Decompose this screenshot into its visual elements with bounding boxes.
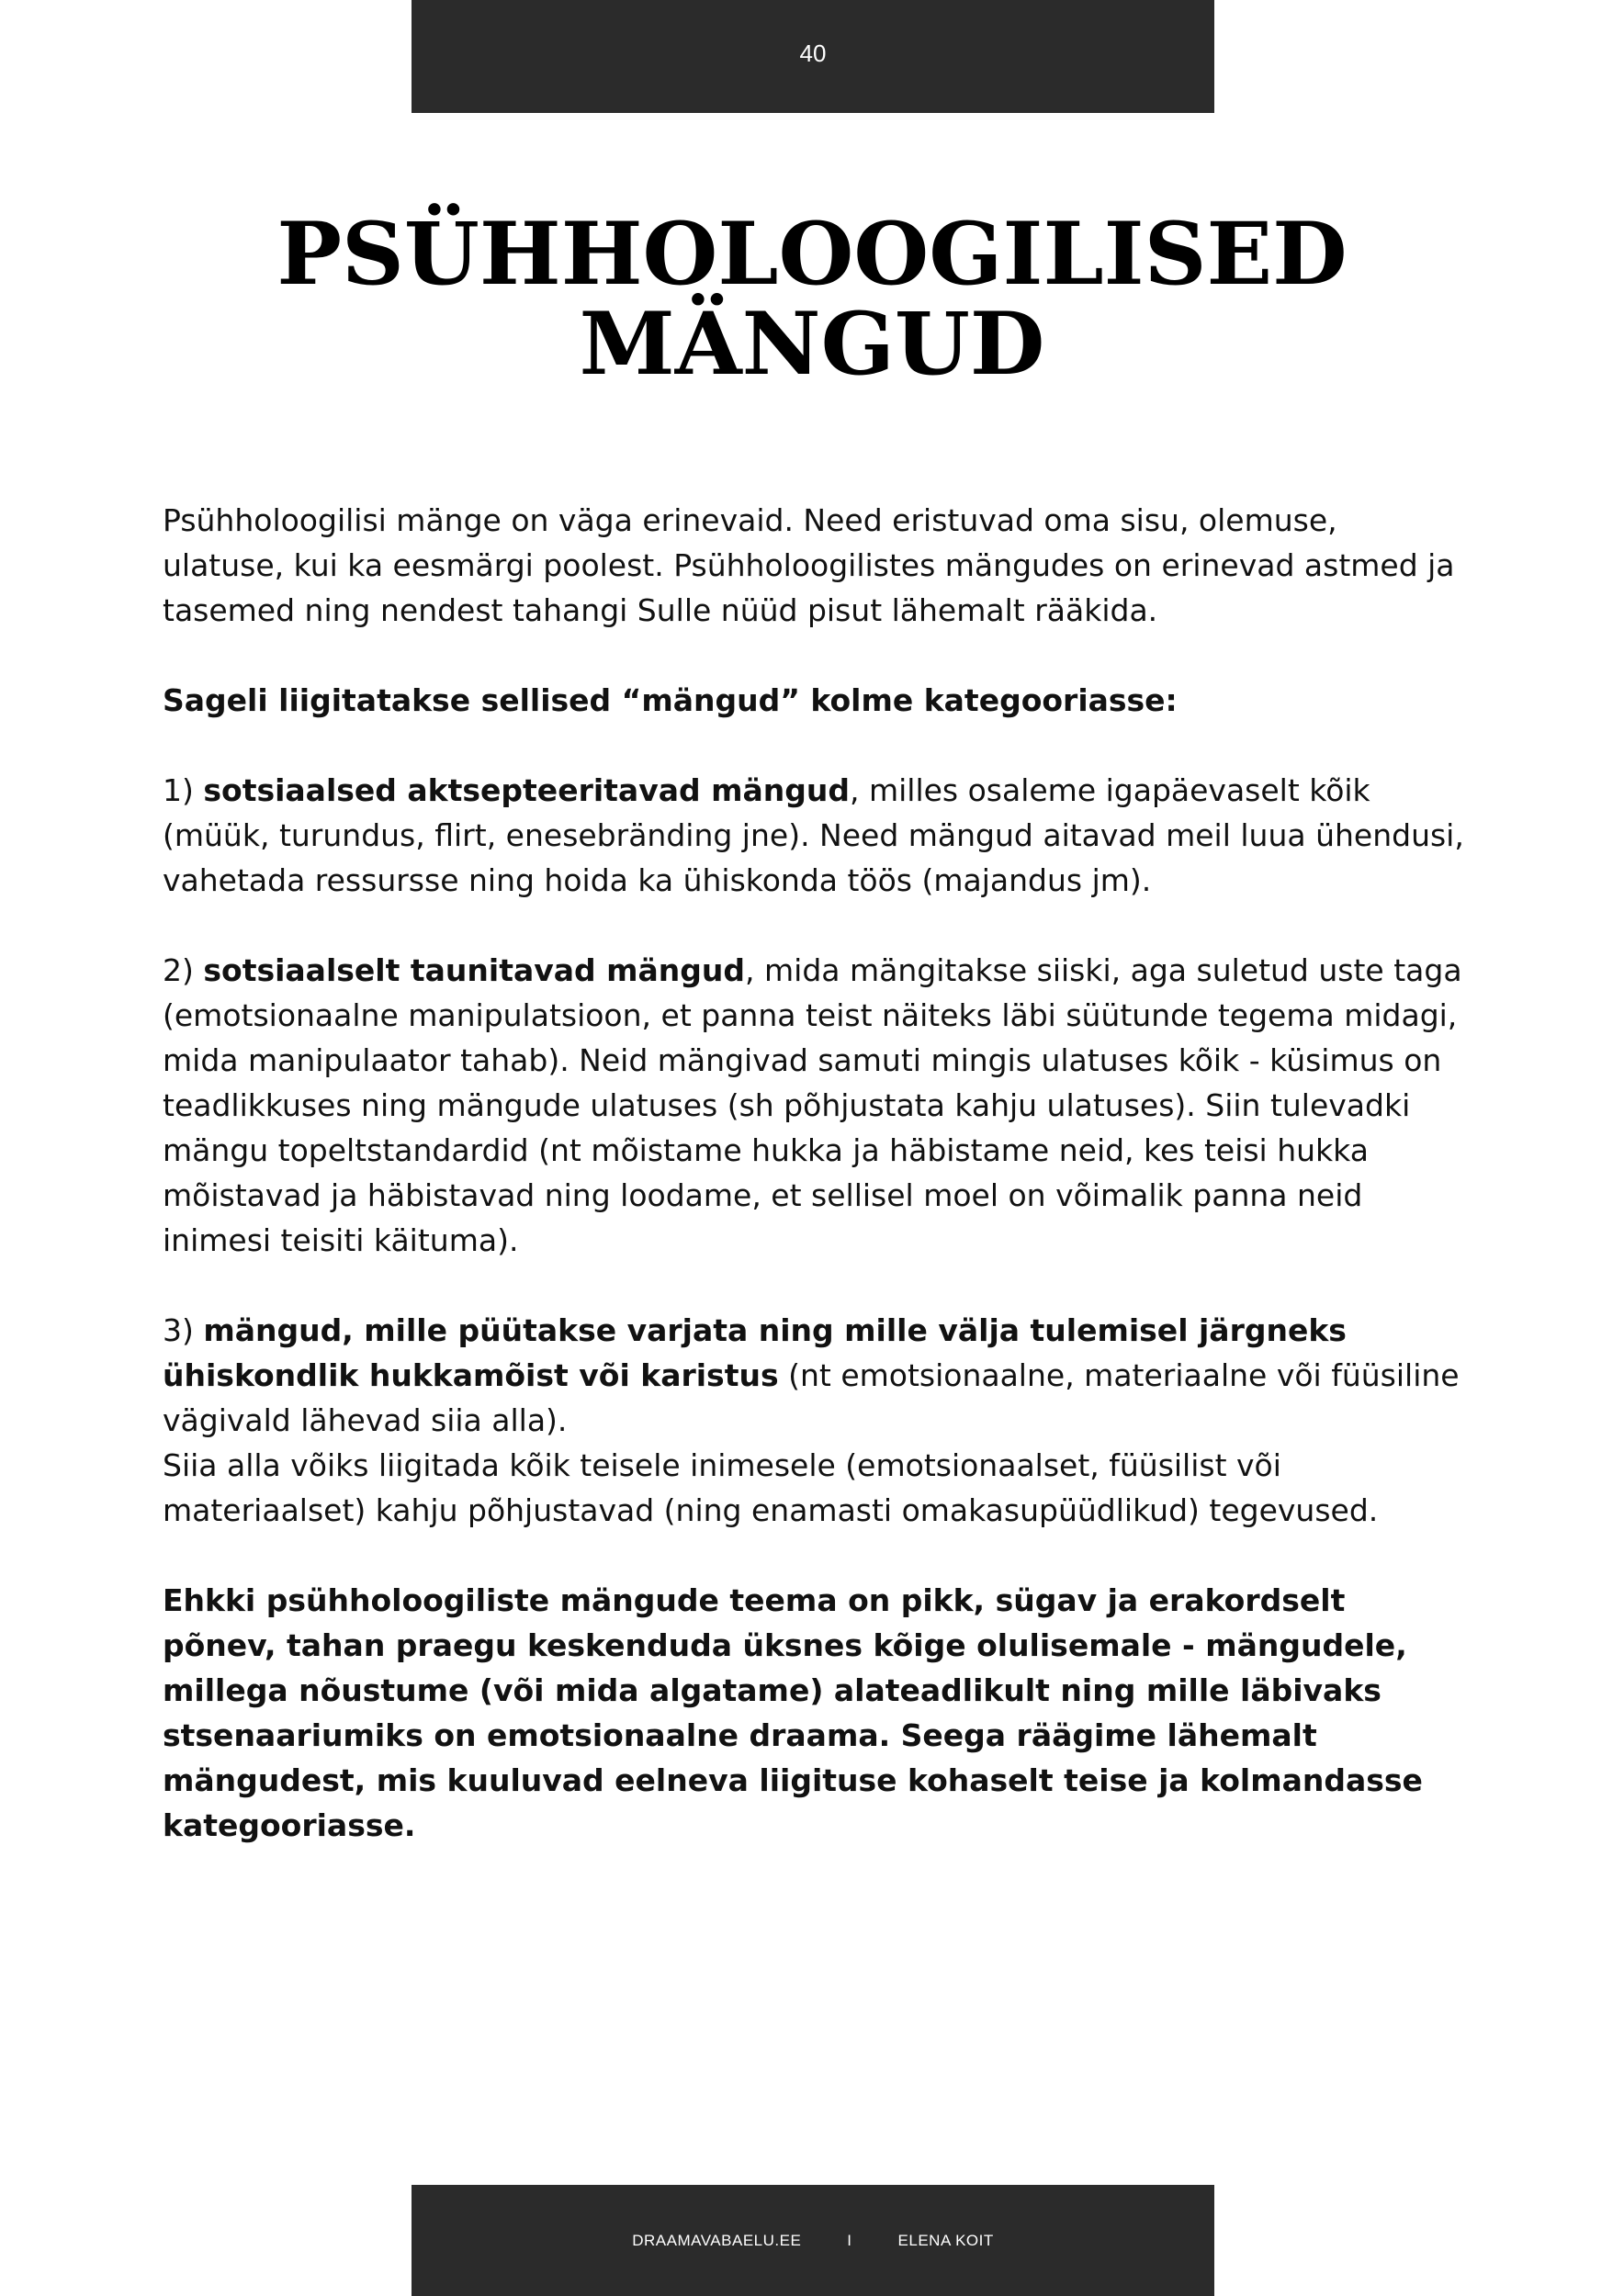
page-title [0, 204, 1624, 395]
category-2-title: sotsiaalselt taunitavad mängud [203, 952, 746, 988]
category-item-3 [163, 1308, 1467, 1533]
footer-website: DRAAMAVABAELU.EE [632, 2231, 802, 2249]
header-bar [412, 0, 1214, 113]
page-number: 40 [799, 39, 827, 67]
category-3-text: (nt emotsionaalne, materiaalne või füüsiline vägivald lähevad siia alla). [163, 1357, 1460, 1438]
category-3-number: 3) [163, 1312, 194, 1348]
page-title-line-2: MÄNGUD [579, 294, 1045, 395]
closing-paragraph [163, 1578, 1467, 1848]
category-item-2 [163, 948, 1467, 1263]
body-text [163, 498, 1467, 1893]
closing-paragraph-text: Ehkki psühholoogiliste mängude teema on pikk, sügav ja erakordselt põnev, tahan praegu keskenduda üksnes kõige olulisemale - mängudele, millega nõustume (või mida algatame) alateadlikult ning mille läbivaks stsenaariumiks on emotsionaalne draama. Seega räägime lähemalt mängudest, mis kuuluvad eelneva liigituse kohaselt teise ja kolmandasse kategooriasse. [163, 1582, 1423, 1843]
category-item-1 [163, 768, 1467, 903]
category-1-number: 1) [163, 772, 194, 808]
category-3-extra-text: Siia alla võiks liigitada kõik teisele inimesele (emotsionaalset, füüsilist või materiaalset) kahju põhjustavad (ning enamasti omakasupüüdlikud) tegevused. [163, 1447, 1379, 1528]
categories-heading-text: Sageli liigitatakse sellised “mängud” kolme kategooriasse: [163, 682, 1178, 718]
category-3-title: mängud, mille püütakse varjata ning mille välja tulemisel järgneks ühiskondlik hukkamõist või karistus [163, 1312, 1347, 1393]
footer-bar [412, 2185, 1214, 2296]
category-2-number: 2) [163, 952, 194, 988]
footer-author: ELENA KOIT [897, 2231, 994, 2249]
page-title-line-1: PSÜHHOLOOGILISED [276, 204, 1348, 305]
category-1-title: sotsiaalsed aktsepteeritavad mängud [203, 772, 850, 808]
category-1-text: , milles osaleme igapäevaselt kõik (müük, turundus, flirt, enesebränding jne). Need mängud aitavad meil luua ühendusi, vahetada ressursse ning hoida ka ühiskonda töös (majandus jm). [163, 772, 1464, 898]
intro-paragraph: Psühholoogilisi mänge on väga erinevaid. Need eristuvad oma sisu, olemuse, ulatuse, kui ka eesmärgi poolest. Psühholoogilistes mängudes on erinevad astmed ja tasemed ning nendest tahangi Sulle nüüd pisut lähemalt rääkida. [163, 502, 1455, 628]
category-2-text: , mida mängitakse siiski, aga suletud uste taga (emotsionaalne manipulatsioon, et panna teist näiteks läbi süütunde tegema midagi, mida manipulaator tahab). Neid mängivad samuti mingis ulatuses kõik - küsimus on teadlikkuses ning mängude ulatuses (sh põhjustata kahju ulatuses). Siin tulevadki mängu topeltstandardid (nt mõistame hukka ja häbistame neid, kes teisi hukka mõistavad ja häbistavad ning loodame, et sellisel moel on võimalik panna neid inimesi teisiti käituma). [163, 952, 1462, 1258]
categories-heading [163, 678, 1467, 723]
footer-separator: I [847, 2231, 852, 2249]
